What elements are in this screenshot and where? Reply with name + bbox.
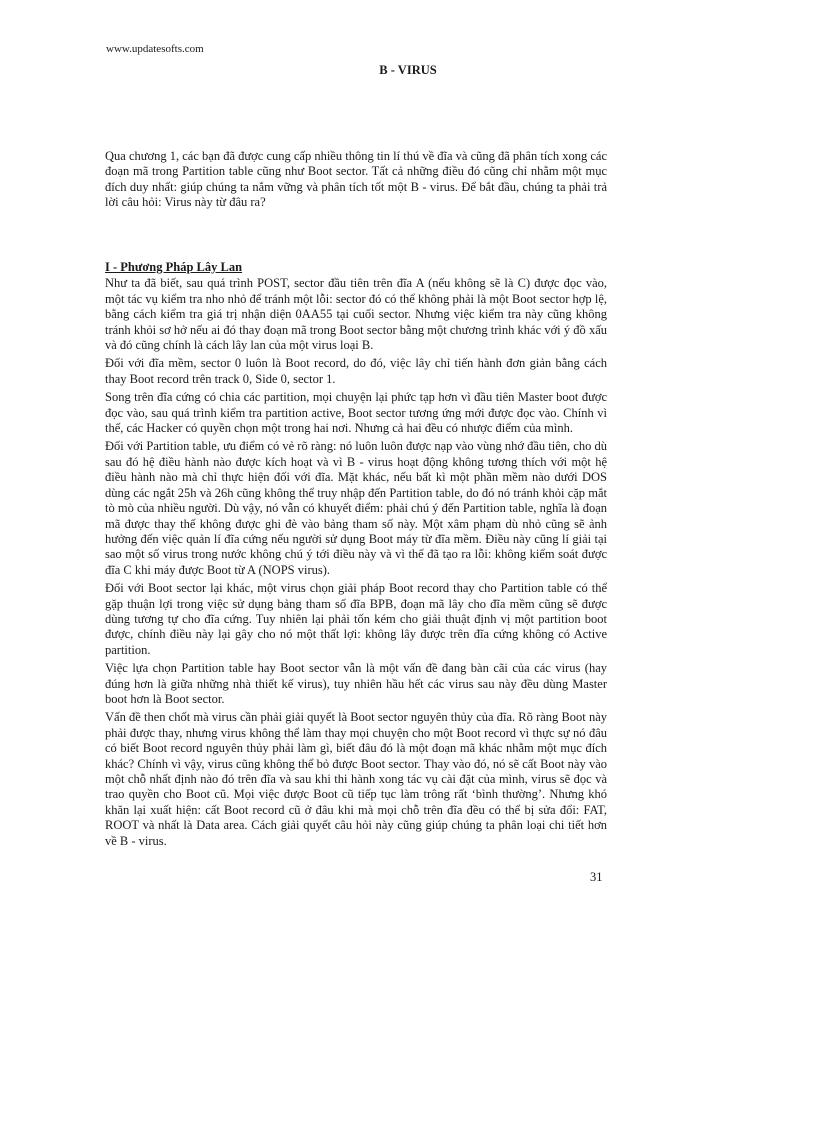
page-title: B - VIRUS [379, 63, 437, 77]
paragraph: Vấn đề then chốt mà virus cần phải giải quyết là Boot sector nguyên thủy của đĩa. Rõ ràng Boot này phải được thay, nhưng virus không thể làm thay mọi chuyện cho một Boot record vì thực sự nó đâu có biết Boot record nguyên thủy phải làm gì, biết đâu đó là một đoạn mã khác nhằm một mục đích khác? Chính vì vậy, virus cũng không thể bỏ được Boot sector. Thay vào đó, nó sẽ cất Boot này vào một chỗ nhất định nào đó trên đĩa và sau khi thi hành xong tác vụ cài đặt của mình, virus sẽ đọc và trao quyền cho Boot cũ. Mọi việc được Boot cũ tiếp tục làm trông rất ‘bình thường’. Nhưng khó khăn lại xuất hiện: cất Boot record cũ ở đâu khi mà mọi chỗ trên đĩa đều có thể bị sửa đổi: FAT, ROOT và nhất là Data area. Cách giải quyết câu hỏi này cũng giúp chúng ta phân loại chi tiết hơn về B - virus. [105, 710, 607, 848]
section-spread-method [105, 260, 607, 852]
paragraph: Đối với Partition table, ưu điểm có vẻ rõ ràng: nó luôn luôn được nạp vào vùng nhớ đầu tiên, cho dù sau đó hệ điều hành nào được kích hoạt và vì B - virus hoạt động không tương thích với một hệ điều hành nào mà chỉ thực hiện đối với đĩa. Mặt khác, nếu bất kì một phần mềm nào dưới DOS dùng các ngắt 25h và 26h cũng không thể truy nhập đến Partition table, do đó nó tránh khỏi cặp mắt tò mò của nhiều người. Dù vậy, nó vẫn có khuyết điểm: phải chú ý đến Partition table, nghĩa là đoạn mã được thay thế không được ghi đè vào bảng tham số này. Một xâm phạm dù nhỏ cũng sẽ ảnh hưởng đến việc quản lí đĩa cứng nếu người sử dụng Boot máy từ đĩa mềm. Điều này cũng lí giải tại sao một số virus trong nước không chú ý tới điều này và vì thế đã tạo ra lỗi: không kiểm soát được đĩa C khi máy được Boot từ A (NOPS virus). [105, 439, 607, 577]
page-number: 31 [590, 870, 603, 884]
intro-block [105, 149, 607, 214]
intro-paragraph: Qua chương 1, các bạn đã được cung cấp nhiều thông tin lí thú về đĩa và cũng đã phân tích xong các đoạn mã trong Partition table cũng như Boot sector. Tất cả những điều đó cũng chỉ nhằm một mục đích duy nhất: giúp chúng ta nắm vững và phân tích tốt một B - virus. Để bắt đầu, chúng ta phải trả lời câu hỏi: Virus này từ đâu ra? [105, 149, 607, 210]
section-heading: I - Phương Pháp Lây Lan [105, 260, 243, 274]
site-url: www.updatesofts.com [106, 43, 204, 55]
paragraph: Như ta đã biết, sau quá trình POST, sector đầu tiên trên đĩa A (nếu không sẽ là C) được đọc vào, một tác vụ kiểm tra nho nhỏ để tránh một lỗi: sector đó có thể không phải là một Boot sector hợp lệ, bằng cách kiểm tra giá trị nhận diện 0AA55 tại cuối sector. Nhưng việc kiểm tra này cũng không tránh khỏi sơ hở nếu ai đó thay đoạn mã trong Boot sector bằng một chương trình khác với ý đồ xấu và đó cũng chính là cách lây lan của một virus loại B. [105, 276, 607, 353]
paragraph: Đối với đĩa mềm, sector 0 luôn là Boot record, do đó, việc lây chỉ tiến hành đơn giản bằng cách thay Boot record trên track 0, Side 0, sector 1. [105, 356, 607, 386]
paragraph: Song trên đĩa cứng có chia các partition, mọi chuyện lại phức tạp hơn vì đầu tiên Master boot được đọc vào, sau quá trình kiểm tra partition active, Boot sector tương ứng mới được đọc vào. Chính vì thế, các Hacker có quyền chọn một trong hai nơi. Nhưng cả hai đều có nhược điểm của mình. [105, 390, 607, 436]
paragraph: Đối với Boot sector lại khác, một virus chọn giải pháp Boot record thay cho Partition table có thể gặp thuận lợi trong việc sử dụng bảng tham số đĩa BPB, đoạn mã lây cho đĩa mềm cũng sẽ được dùng tương tự cho đĩa cứng. Tuy nhiên lại phải tốn kém cho giải thuật định vị một partition boot được, chính điều này lại gây cho nó một thất lợi: không lây được trên đĩa cứng không có Active partition. [105, 581, 607, 657]
paragraph: Việc lựa chọn Partition table hay Boot sector vẫn là một vấn đề đang bàn cãi của các virus (hay đúng hơn là giữa những nhà thiết kế virus), tuy nhiên hầu hết các virus sau này đều dùng Master boot hơn là Boot sector. [105, 661, 607, 706]
